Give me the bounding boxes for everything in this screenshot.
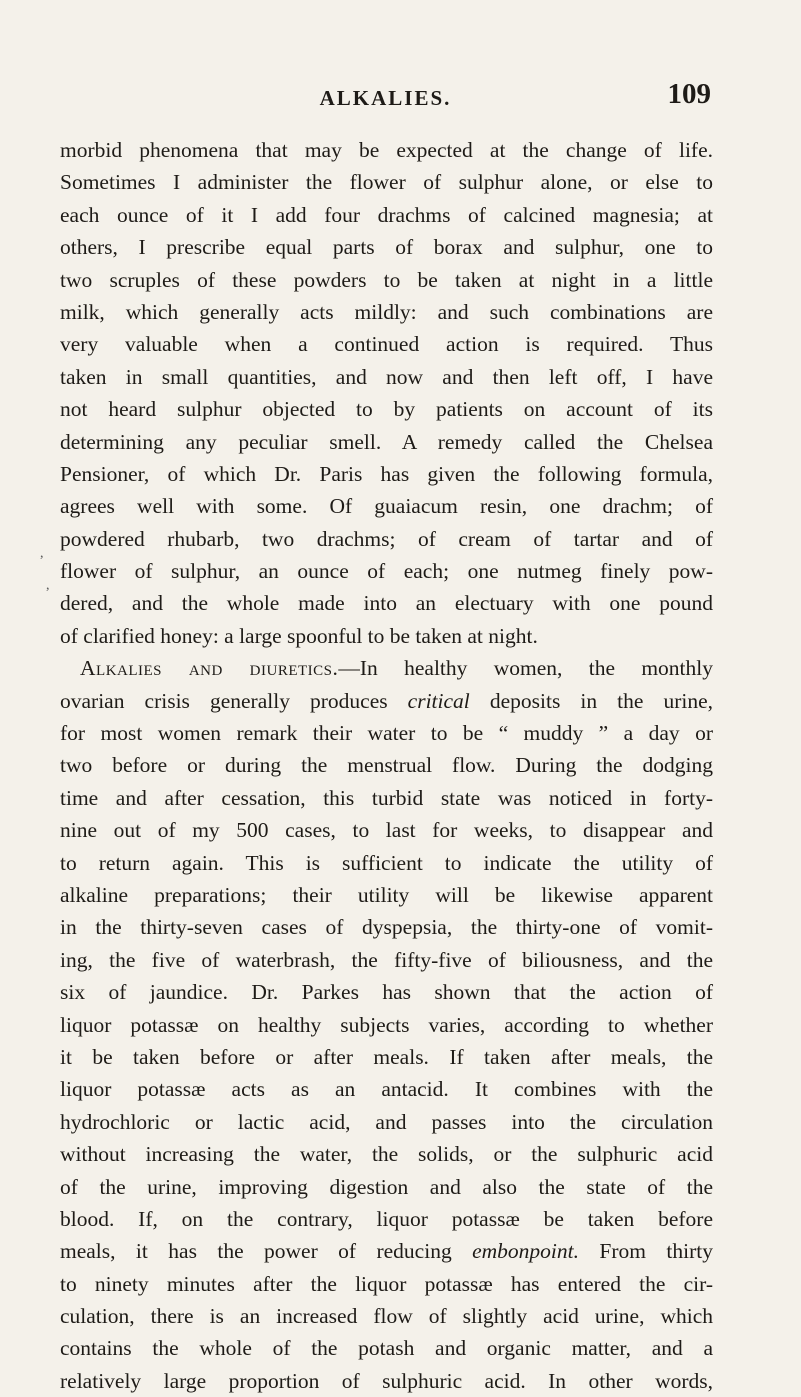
text-run: ovarian crisis generally produces [60, 688, 408, 713]
text-line [60, 1235, 713, 1267]
text-line: two before or during the menstrual flow. During the dodging [60, 753, 713, 778]
text-run: deposits in the urine, [469, 688, 714, 713]
text-line: blood. If, on the contrary, liquor potassæ be taken before [60, 1206, 713, 1231]
text-line: hydrochloric or lactic acid, and passes into the circulation [60, 1109, 713, 1134]
text-line: very valuable when a continued action is required. Thus [60, 332, 713, 357]
text-line: two scruples of these powders to be taken at night in a little [60, 267, 713, 292]
text-line: others, I prescribe equal parts of borax and sulphur, one to [60, 235, 713, 260]
text-line: of the urine, improving digestion and also the state of the [60, 1174, 713, 1199]
text-line: nine out of my 500 cases, to last for weeks, to disappear and [60, 818, 713, 843]
text-line [60, 685, 713, 717]
text-line: morbid phenomena that may be expected at the change of life. [60, 138, 713, 162]
italic-term: embonpoint. [472, 1239, 580, 1264]
text-line: determining any peculiar smell. A remedy called the Chelsea [60, 429, 713, 454]
section-heading-line [60, 652, 713, 684]
text-run: —In healthy women, the monthly [338, 656, 713, 681]
body-text [60, 134, 713, 1397]
text-line: Sometimes I administer the flower of sulphur alone, or else to [60, 170, 713, 195]
text-line: agrees well with some. Of guaiacum resin, one drachm; of [60, 494, 713, 519]
text-line: ing, the five of waterbrash, the fifty-five of biliousness, and the [60, 947, 713, 972]
text-line: each ounce of it I add four drachms of calcined magnesia; at [60, 202, 713, 227]
text-line: flower of sulphur, an ounce of each; one nutmeg finely pow- [60, 559, 713, 584]
text-run: meals, it has the power of reducing [60, 1239, 473, 1264]
italic-term: critical [407, 688, 470, 713]
section-heading: Alkalies and diuretics. [80, 656, 339, 681]
text-line: culation, there is an increased flow of slightly acid urine, which [60, 1304, 713, 1329]
text-line: milk, which generally acts mildly: and such combinations are [60, 299, 713, 324]
text-line: dered, and the whole made into an electuary with one pound [60, 591, 713, 616]
text-line: for most women remark their water to be “ muddy ” a day or [60, 721, 713, 746]
text-line: taken in small quantities, and now and then left off, I have [60, 364, 713, 389]
text-line: to ninety minutes after the liquor potassæ has entered the cir- [60, 1271, 713, 1296]
margin-mark: , [46, 578, 50, 593]
page-number: 109 [667, 78, 711, 110]
text-line: Pensioner, of which Dr. Paris has given the following formula, [60, 461, 713, 486]
text-line: in the thirty-seven cases of dyspepsia, the thirty-one of vomit- [60, 915, 713, 940]
text-line: time and after cessation, this turbid state was noticed in forty- [60, 785, 713, 810]
text-line: contains the whole of the potash and organic matter, and a [60, 1336, 713, 1361]
text-line: liquor potassæ on healthy subjects varies, according to whether [60, 1012, 713, 1037]
text-line: it be taken before or after meals. If taken after meals, the [60, 1044, 713, 1069]
margin-mark: , [40, 546, 44, 561]
running-title: ALKALIES. [319, 86, 452, 110]
running-head [60, 78, 711, 118]
text-line: powdered rhubarb, two drachms; of cream of tartar and of [60, 526, 713, 551]
text-line: six of jaundice. Dr. Parkes has shown that the action of [60, 980, 713, 1005]
text-line: to return again. This is sufficient to indicate the utility of [60, 850, 713, 875]
text-line: of clarified honey: a large spoonful to be taken at night. [60, 623, 538, 648]
text-line: alkaline preparations; their utility will be likewise apparent [60, 882, 713, 907]
text-line: without increasing the water, the solids, or the sulphuric acid [60, 1142, 713, 1167]
text-line: liquor potassæ acts as an antacid. It combines with the [60, 1077, 713, 1102]
text-run: From thirty [579, 1239, 713, 1264]
text-line: not heard sulphur objected to by patients on account of its [60, 397, 713, 422]
text-line: relatively large proportion of sulphuric acid. In other words, [60, 1368, 713, 1393]
